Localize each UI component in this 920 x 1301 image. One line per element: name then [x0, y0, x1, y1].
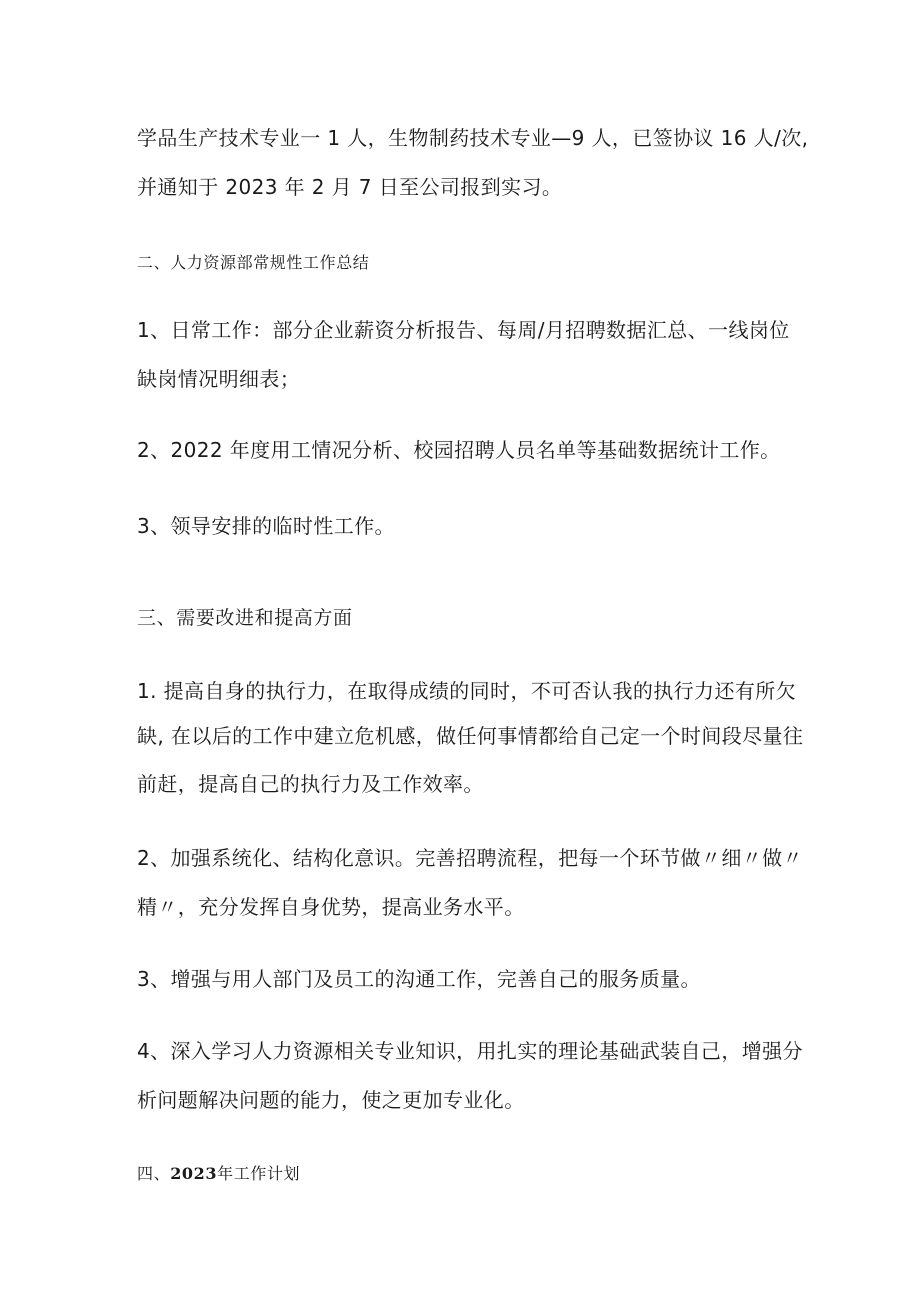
section-3-item-1-line-3: 前赶，提高自己的执行力及工作效率。 — [137, 772, 484, 796]
section-3-heading: 三、需要改进和提高方面 — [137, 607, 353, 629]
section-3-item-2-line-2: 精〃，充分发挥自身优势，提高业务水平。 — [137, 895, 525, 919]
section-4-heading-year: 2023 — [170, 1164, 218, 1183]
section-2-item-2: 2、2022 年度用工情况分析、校园招聘人员名单等基础数据统计工作。 — [137, 438, 781, 462]
intro-line-1: 学品生产技术专业一 1 人，生物制药技术专业—9 人，已签协议 16 人/次, — [137, 126, 809, 150]
section-3-item-4-line-2: 析问题解决问题的能力，使之更加专业化。 — [137, 1088, 525, 1112]
section-2-heading: 二、人力资源部常规性工作总结 — [137, 253, 370, 272]
section-3-item-4-line-1: 4、深入学习人力资源相关专业知识，用扎实的理论基础武装自己，增强分 — [137, 1039, 803, 1063]
section-3-item-2-line-1: 2、加强系统化、结构化意识。完善招聘流程，把每一个环节做〃细〃做〃 — [137, 846, 803, 870]
section-4-heading-prefix: 四、 — [137, 1164, 171, 1183]
section-2-item-3: 3、领导安排的临时性工作。 — [137, 514, 395, 538]
intro-line-2: 并通知于 2023 年 2 月 7 日至公司报到实习。 — [137, 175, 563, 199]
section-2-item-1-line-1: 1、日常工作：部分企业薪资分析报告、每周/月招聘数据汇总、一线岗位 — [137, 318, 790, 342]
section-3-item-3: 3、增强与用人部门及员工的沟通工作，完善自己的服务质量。 — [137, 967, 701, 991]
section-3-item-1-line-1: 1. 提高自身的执行力，在取得成绩的同时，不可否认我的执行力还有所欠 — [137, 679, 797, 703]
section-2-item-1-line-2: 缺岗情况明细表； — [137, 367, 301, 391]
section-4-heading — [137, 1163, 300, 1185]
section-4-heading-suffix: 年工作计划 — [217, 1164, 301, 1183]
section-3-item-1-line-2: 缺, 在以后的工作中建立危机感，做任何事情都给自己定一个时间段尽量往 — [137, 724, 804, 748]
